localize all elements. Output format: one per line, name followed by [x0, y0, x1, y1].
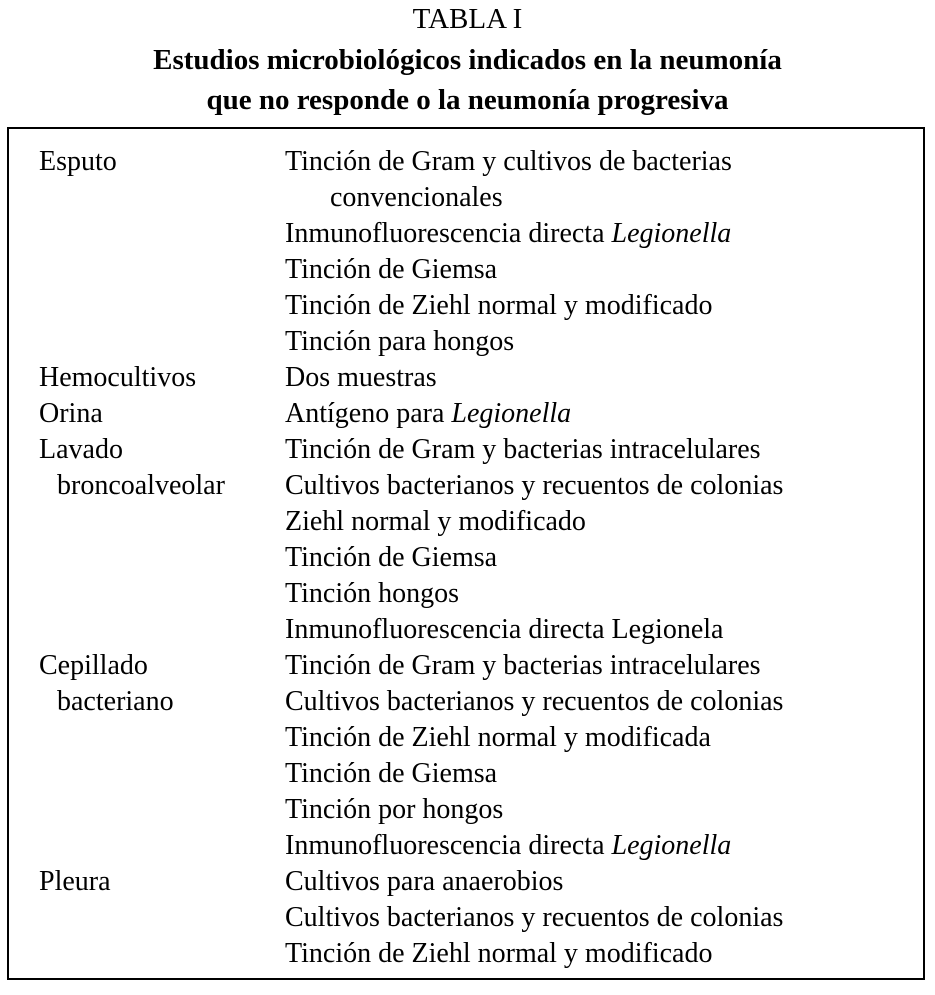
- test-text: Tinción de Gram y cultivos de bacterias: [285, 146, 732, 177]
- test-text: Tinción de Ziehl normal y modificado: [285, 938, 713, 969]
- specimen-cell: [39, 396, 285, 432]
- test-item: [285, 792, 919, 828]
- specimen-label: Cepillado: [39, 650, 148, 681]
- test-item: [285, 612, 919, 648]
- organism-name: Legionella: [611, 218, 732, 249]
- specimen-label: Orina: [39, 398, 103, 429]
- test-text: Inmunofluorescencia directa: [285, 218, 612, 249]
- test-item: [285, 396, 919, 432]
- table-row: [39, 360, 919, 396]
- table-title-line-2: que no responde o la neumonía progresiva: [206, 84, 729, 116]
- test-text: Cultivos bacterianos y recuentos de colonias: [285, 686, 784, 717]
- test-text: Inmunofluorescencia directa Legionela: [285, 614, 724, 645]
- test-item: [285, 252, 919, 288]
- specimen-label: bacteriano: [57, 686, 174, 717]
- test-text: convencionales: [330, 182, 503, 213]
- test-item: [285, 540, 919, 576]
- tests-cell: [285, 144, 919, 360]
- specimen-label: Pleura: [39, 866, 111, 897]
- specimen-cell: [39, 360, 285, 396]
- specimen-cell: [39, 432, 285, 504]
- table-body: [39, 144, 919, 972]
- test-item: [285, 324, 919, 360]
- test-item: [285, 576, 919, 612]
- tests-cell: [285, 648, 919, 864]
- test-text: Tinción de Ziehl normal y modificada: [285, 722, 711, 753]
- test-item: [285, 468, 919, 504]
- test-text: Tinción para hongos: [285, 326, 515, 357]
- specimen-label: broncoalveolar: [57, 470, 225, 501]
- specimen-cell: [39, 864, 285, 900]
- table-row: [39, 396, 919, 432]
- table-row: [39, 864, 919, 972]
- table-row: [39, 144, 919, 360]
- table-frame: [7, 127, 925, 980]
- table-row: [39, 648, 919, 864]
- test-text: Cultivos para anaerobios: [285, 866, 564, 897]
- test-text: Tinción de Giemsa: [285, 254, 498, 285]
- table-label: TABLA I: [412, 3, 523, 35]
- test-text: Tinción de Giemsa: [285, 542, 498, 573]
- test-item: [285, 504, 919, 540]
- specimen-cell: [39, 144, 285, 180]
- tests-cell: [285, 360, 919, 396]
- test-text: Tinción de Ziehl normal y modificado: [285, 290, 713, 321]
- test-item: [285, 432, 919, 468]
- test-item: [285, 216, 919, 252]
- test-item: [285, 720, 919, 756]
- test-text: Tinción de Gram y bacterias intracelulares: [285, 650, 761, 681]
- organism-name: Legionella: [451, 398, 572, 429]
- test-text: Ziehl normal y modificado: [285, 506, 586, 537]
- test-item: [285, 288, 919, 324]
- table-row: [39, 432, 919, 648]
- test-item: [285, 936, 919, 972]
- test-item: [285, 900, 919, 936]
- test-text: Inmunofluorescencia directa: [285, 830, 612, 861]
- specimen-label: Lavado: [39, 434, 123, 465]
- test-item: [285, 648, 919, 684]
- tests-cell: [285, 864, 919, 972]
- test-item: [285, 180, 919, 216]
- test-item: [285, 360, 919, 396]
- specimen-cell: [39, 648, 285, 720]
- specimen-label: Esputo: [39, 146, 117, 177]
- test-text: Tinción por hongos: [285, 794, 504, 825]
- test-item: [285, 756, 919, 792]
- test-text: Tinción de Giemsa: [285, 758, 498, 789]
- test-text: Cultivos bacterianos y recuentos de colonias: [285, 470, 784, 501]
- organism-name: Legionella: [611, 830, 732, 861]
- test-item: [285, 864, 919, 900]
- test-item: [285, 828, 919, 864]
- test-text: Antígeno para: [285, 398, 452, 429]
- test-item: [285, 684, 919, 720]
- test-text: Tinción de Gram y bacterias intracelulares: [285, 434, 761, 465]
- table-title-line-1: Estudios microbiológicos indicados en la neumonía: [153, 44, 782, 76]
- test-text: Cultivos bacterianos y recuentos de colonias: [285, 902, 784, 933]
- tests-cell: [285, 432, 919, 648]
- test-text: Tinción hongos: [285, 578, 460, 609]
- test-item: [285, 144, 919, 180]
- tests-cell: [285, 396, 919, 432]
- test-text: Dos muestras: [285, 362, 437, 393]
- specimen-label: Hemocultivos: [39, 362, 197, 393]
